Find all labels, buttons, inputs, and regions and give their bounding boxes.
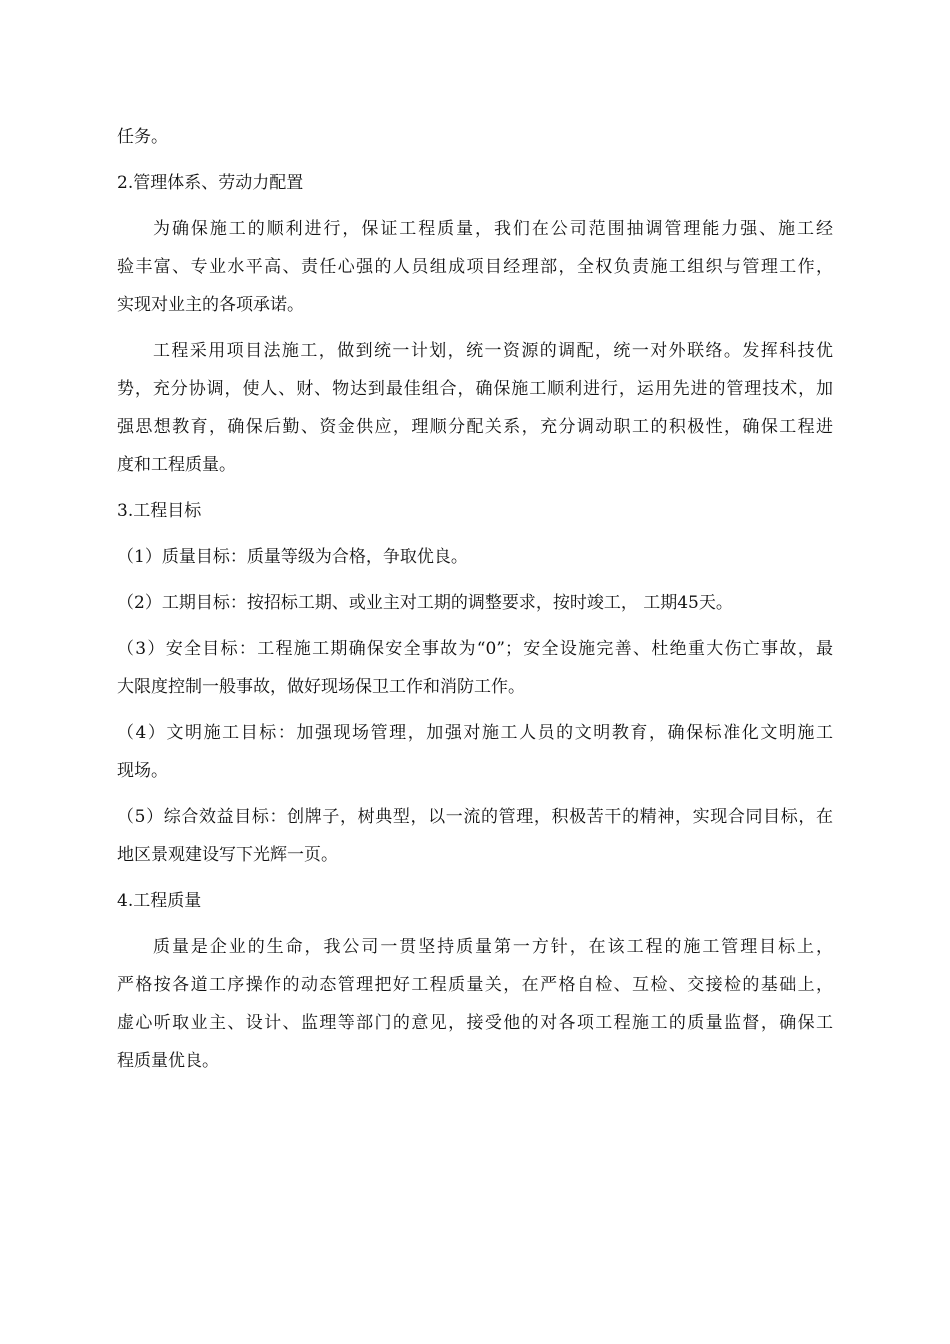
paragraph-line: 强思想教育，确保后勤、资金供应，理顺分配关系，充分调动职工的积极性，确保工程进 xyxy=(117,417,833,437)
paragraph-line: 虚心听取业主、设计、监理等部门的意见，接受他的对各项工程施工的质量监督，确保工 xyxy=(117,1013,833,1033)
paragraph-line: 大限度控制一般事故，做好现场保卫工作和消防工作。 xyxy=(117,677,525,697)
section-heading: 4.工程质量 xyxy=(117,891,202,911)
paragraph-line: 质量是企业的生命，我公司一贯坚持质量第一方针，在该工程的施工管理目标上， xyxy=(153,937,833,957)
paragraph-line: 验丰富、专业水平高、责任心强的人员组成项目经理部，全权负责施工组织与管理工作， xyxy=(117,257,833,277)
document-body xyxy=(117,118,833,1080)
paragraph-line: 工程采用项目法施工，做到统一计划，统一资源的调配，统一对外联络。发挥科技优 xyxy=(153,341,833,361)
goal-item xyxy=(117,630,833,706)
paragraph-line: 势，充分协调，使人、财、物达到最佳组合，确保施工顺利进行，运用先进的管理技术，加 xyxy=(117,379,833,399)
goal-item: （2）工期目标：按招标工期、或业主对工期的调整要求，按时竣工， 工期45天。 xyxy=(117,593,733,613)
goal-item xyxy=(117,714,833,790)
goal-item xyxy=(117,798,833,874)
paragraph-line: 地区景观建设写下光辉一页。 xyxy=(117,845,338,865)
section-heading: 2.管理体系、劳动力配置 xyxy=(117,173,304,193)
paragraph-line: 程质量优良。 xyxy=(117,1051,219,1071)
section-heading: 3.工程目标 xyxy=(117,501,202,521)
paragraph-line: 度和工程质量。 xyxy=(117,455,236,475)
paragraph-line: 严格按各道工序操作的动态管理把好工程质量关，在严格自检、互检、交接检的基础上， xyxy=(117,975,833,995)
paragraph xyxy=(117,210,833,324)
goal-item: （1）质量目标：质量等级为合格，争取优良。 xyxy=(117,547,468,567)
paragraph xyxy=(117,332,833,484)
paragraph-line: 现场。 xyxy=(117,761,168,781)
paragraph-line: 实现对业主的各项承诺。 xyxy=(117,295,304,315)
paragraph xyxy=(117,928,833,1080)
paragraph-line: （3）安全目标：工程施工期确保安全事故为“0”；安全设施完善、杜绝重大伤亡事故，最 xyxy=(117,639,833,659)
paragraph-line: 为确保施工的顺利进行，保证工程质量，我们在公司范围抽调管理能力强、施工经 xyxy=(153,219,833,239)
paragraph-line: （5）综合效益目标：创牌子，树典型，以一流的管理，积极苦干的精神，实现合同目标，在 xyxy=(117,807,833,827)
text-line: 任务。 xyxy=(117,127,168,147)
paragraph-line: （4）文明施工目标：加强现场管理，加强对施工人员的文明教育，确保标准化文明施工 xyxy=(117,723,833,743)
